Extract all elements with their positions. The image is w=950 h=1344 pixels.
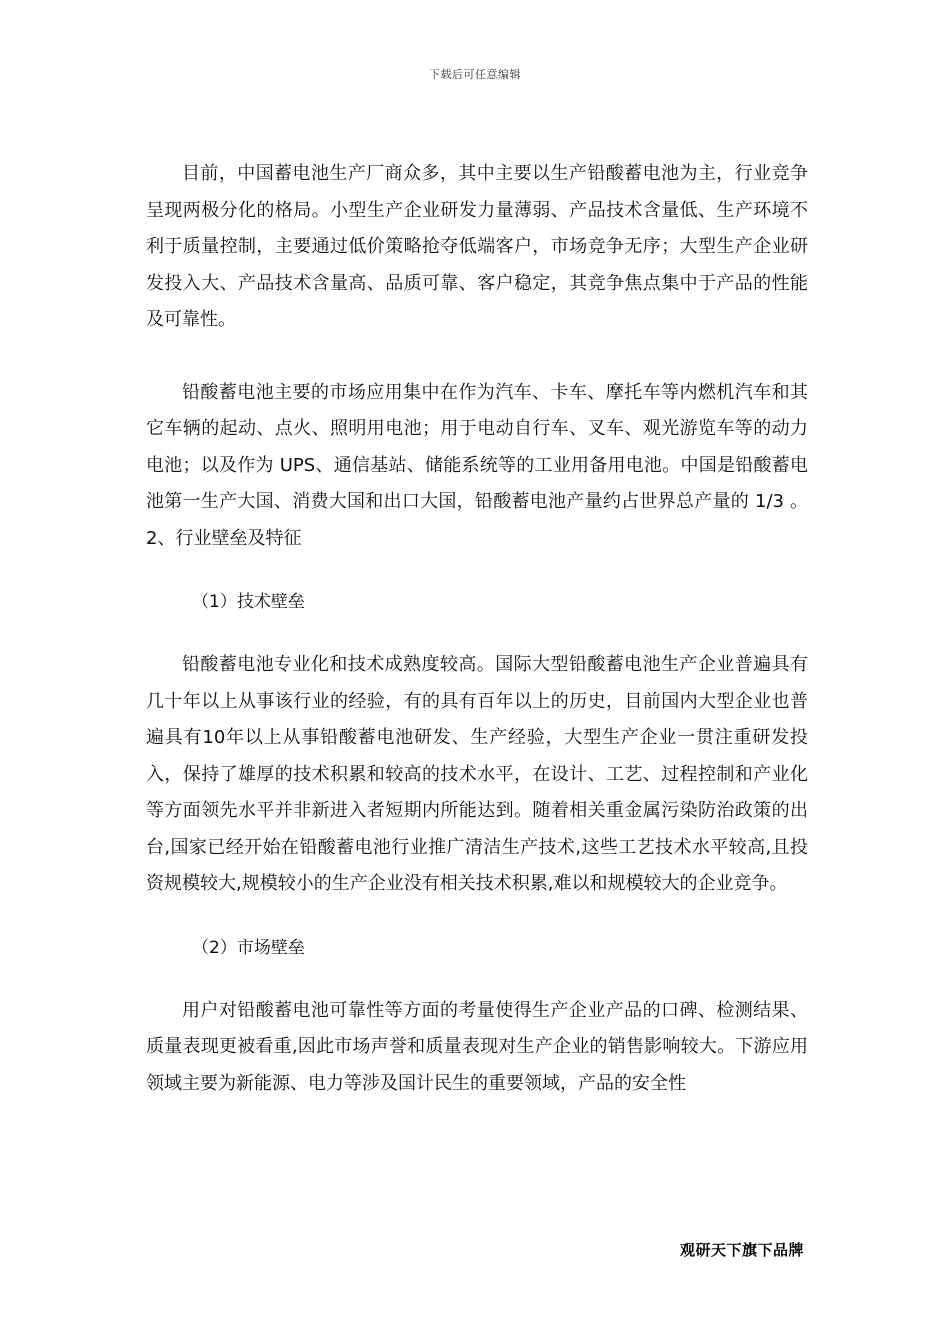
paragraph-industry-overview: 目前，中国蓄电池生产厂商众多，其中主要以生产铅酸蓄电池为主，行业竞争呈现两极分化的格局。小型生产企业研发力量薄弱、产品技术含量低、生产环境不利于质量控制，主要通过低价策略抢夺低端客户，市场竞争无序；大型生产企业研发投入大、产品技术含量高、品质可靠、客户稳定，其竞争焦点集中于产品的性能及可靠性。: [146, 163, 808, 330]
paragraph-market-applications: 铅酸蓄电池主要的市场应用集中在作为汽车、卡车、摩托车等内燃机汽车和其它车辆的起动、点火、照明用电池；用于电动自行车、叉车、观光游览车等的动力电池；以及作为 UPS、通信基站、储能系统等的工业用备用电池。中国是铅酸蓄电池第一生产大国、消费大国和出口大国，铅酸蓄电池产量约占世界总产量的 1/3 。 2、行业壁垒及特征: [146, 381, 808, 549]
document-body: [146, 156, 808, 1102]
footer-brand: 观研天下旗下品牌: [679, 1241, 804, 1259]
paragraph-technical-barrier: 铅酸蓄电池专业化和技术成熟度较高。国际大型铅酸蓄电池生产企业普遍具有几十年以上从事该行业的经验，有的具有百年以上的历史，目前国内大型企业也普遍具有10年以上从事铅酸蓄电池研发、生产经验，大型生产企业一贯注重研发投入，保持了雄厚的技术积累和较高的技术水平，在设计、工艺、过程控制和产业化等方面领先水平并非新进入者短期内所能达到。随着相关重金属污染防治政策的出台,国家已经开始在铅酸蓄电池行业推广清洁生产技术,这些工艺技术水平较高,且投资规模较大,规模较小的生产企业没有相关技术积累,难以和规模较大的企业竞争。: [146, 654, 808, 894]
heading-technical-barrier: （1）技术壁垒: [192, 592, 305, 612]
page-header: 下载后可任意编辑: [429, 68, 521, 81]
heading-market-barrier: （2）市场壁垒: [192, 937, 305, 958]
paragraph-market-barrier: 用户对铅酸蓄电池可靠性等方面的考量使得生产企业产品的口碑、检测结果、质量表现更被看重,因此市场声誉和质量表现对生产企业的销售影响较大。下游应用领域主要为新能源、电力等涉及国计民生的重要领域，产品的安全性: [146, 999, 808, 1094]
